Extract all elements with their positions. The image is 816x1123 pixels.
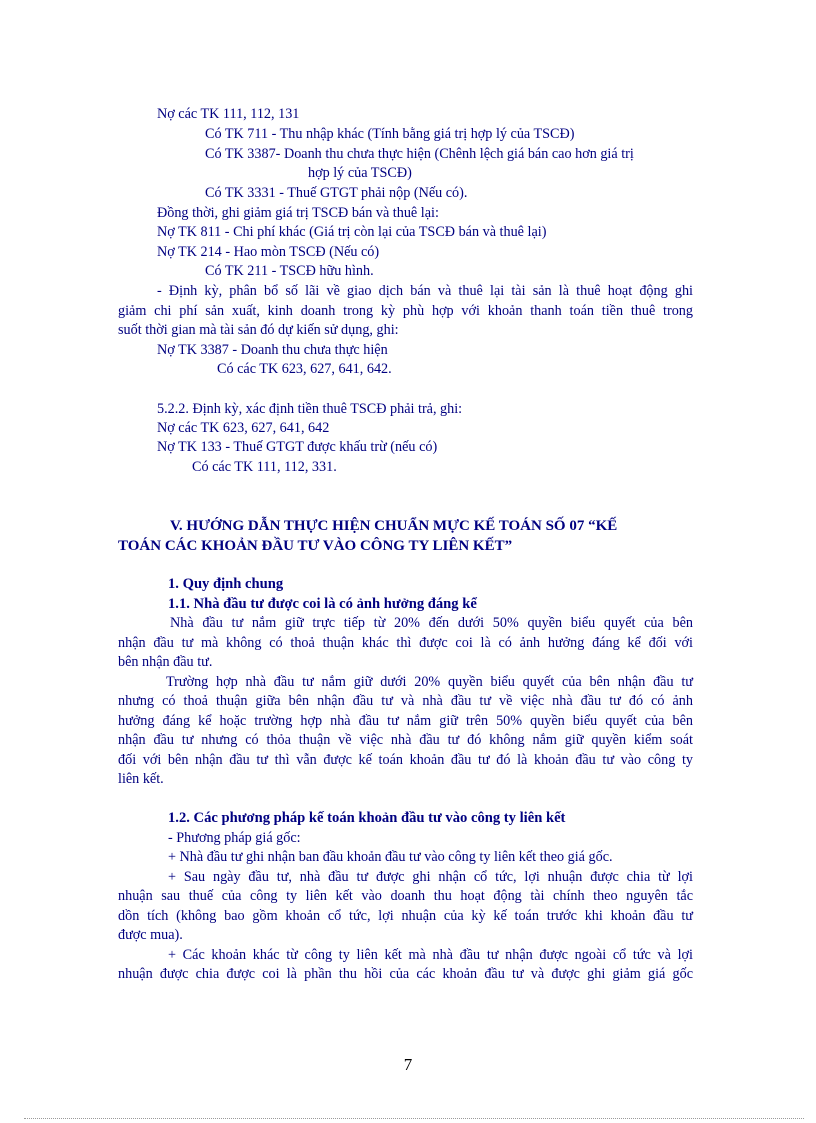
page-number: 7 <box>403 1055 413 1074</box>
entry-line: Nợ các TK 111, 112, 131 <box>157 106 300 122</box>
entry-line: Nợ TK 214 - Hao mòn TSCĐ (Nếu có) <box>157 244 380 260</box>
paragraph-line: dồn tích (không bao gồm khoản cổ tức, lợi nhuận của kỳ kế toán trước khi khoản đầu tư <box>118 908 693 924</box>
entry-line: Có TK 3387- Doanh thu chưa thực hiện (Chênh lệch giá bán cao hơn giá trị <box>205 146 634 162</box>
paragraph-line: + Các khoản khác từ công ty liên kết mà nhà đầu tư nhận được ngoài cổ tức và lợi <box>168 947 693 963</box>
entry-line: hợp lý của TSCĐ) <box>308 165 412 181</box>
subsection-title: 1. Quy định chung <box>168 576 284 592</box>
entry-line: Nợ TK 3387 - Doanh thu chưa thực hiện <box>157 342 388 358</box>
paragraph-line: nhuận sau thuế của công ty liên kết vào doanh thu hoạt động tài chính theo nguyên tắc <box>118 888 693 904</box>
paragraph-line: + Nhà đầu tư ghi nhận ban đầu khoản đầu tư vào công ty liên kết theo giá gốc. <box>168 849 613 865</box>
entry-line: Nợ các TK 623, 627, 641, 642 <box>157 420 330 436</box>
entry-line: Có TK 211 - TSCĐ hữu hình. <box>205 263 374 279</box>
paragraph-line: giảm chi phí sản xuất, kinh doanh trong kỳ phù hợp với khoản thanh toán tiền thuê trong <box>118 303 693 319</box>
paragraph-line: liên kết. <box>118 771 164 787</box>
paragraph-line: Nhà đầu tư nắm giữ trực tiếp từ 20% đến dưới 50% quyền biểu quyết của bên <box>170 615 693 631</box>
entry-line: Đồng thời, ghi giảm giá trị TSCĐ bán và thuê lại: <box>157 205 439 221</box>
paragraph-line: suốt thời gian mà tài sản đó dự kiến sử dụng, ghi: <box>118 322 399 338</box>
page-bottom-rule <box>24 1118 804 1119</box>
paragraph-line: đối với bên nhận đầu tư thì vẫn được kế toán khoản đầu tư đó là khoản đầu tư vào công ty <box>118 752 693 768</box>
subsection-title: 1.1. Nhà đầu tư được coi là có ảnh hưởng đáng kể <box>168 596 477 612</box>
subsection-title: 1.2. Các phương pháp kế toán khoản đầu tư vào công ty liên kết <box>168 810 566 826</box>
paragraph-line: nhưng có thoả thuận giữa bên nhận đầu tư và nhà đầu tư về việc nhà đầu tư đó có ảnh <box>118 693 693 709</box>
entry-line: Có TK 3331 - Thuế GTGT phải nộp (Nếu có). <box>205 185 468 201</box>
paragraph-line: - Phương pháp giá gốc: <box>168 830 301 846</box>
paragraph-line: hưởng đáng kể hoặc trường hợp nhà đầu tư nắm giữ trên 50% quyền biểu quyết của bên <box>118 713 693 729</box>
entry-line: Có các TK 111, 112, 331. <box>192 459 337 475</box>
paragraph-line: - Định kỳ, phân bổ số lãi về giao dịch bán và thuê lại tài sản là thuê hoạt động ghi <box>157 283 693 299</box>
paragraph-line: + Sau ngày đầu tư, nhà đầu tư được ghi nhận cổ tức, lợi nhuận được chia từ lợi <box>168 869 693 885</box>
entry-line: Nợ TK 811 - Chi phí khác (Giá trị còn lại của TSCĐ bán và thuê lại) <box>157 224 547 240</box>
paragraph-line: được mua). <box>118 927 183 943</box>
entry-line: Nợ TK 133 - Thuế GTGT được khấu trừ (nếu có) <box>157 439 438 455</box>
entry-line: Có TK 711 - Thu nhập khác (Tính bằng giá trị hợp lý của TSCĐ) <box>205 126 575 142</box>
paragraph-line: nhận đầu tư nhưng có thỏa thuận về việc nhà đầu tư đó không nắm giữ quyền kiểm soát <box>118 732 693 748</box>
paragraph-line: nhuận được chia được coi là phần thu hồi của các khoản đầu tư và được ghi giảm giá gốc <box>118 966 693 982</box>
entry-line: 5.2.2. Định kỳ, xác định tiền thuê TSCĐ phải trả, ghi: <box>157 401 463 417</box>
section-heading: TOÁN CÁC KHOẢN ĐẦU TƯ VÀO CÔNG TY LIÊN KẾT” <box>118 538 513 554</box>
paragraph-line: nhận đầu tư mà không có thoả thuận khác thì được coi là có ảnh hưởng đáng kể đối với <box>118 635 693 651</box>
paragraph-line: Trường hợp nhà đầu tư nắm giữ dưới 20% quyền biểu quyết của bên nhận đầu tư <box>166 674 693 690</box>
entry-line: Có các TK 623, 627, 641, 642. <box>217 361 392 377</box>
paragraph-line: bên nhận đầu tư. <box>118 654 213 670</box>
section-heading: V. HƯỚNG DẪN THỰC HIỆN CHUẨN MỰC KẾ TOÁN SỐ 07 “KẾ <box>170 518 618 534</box>
